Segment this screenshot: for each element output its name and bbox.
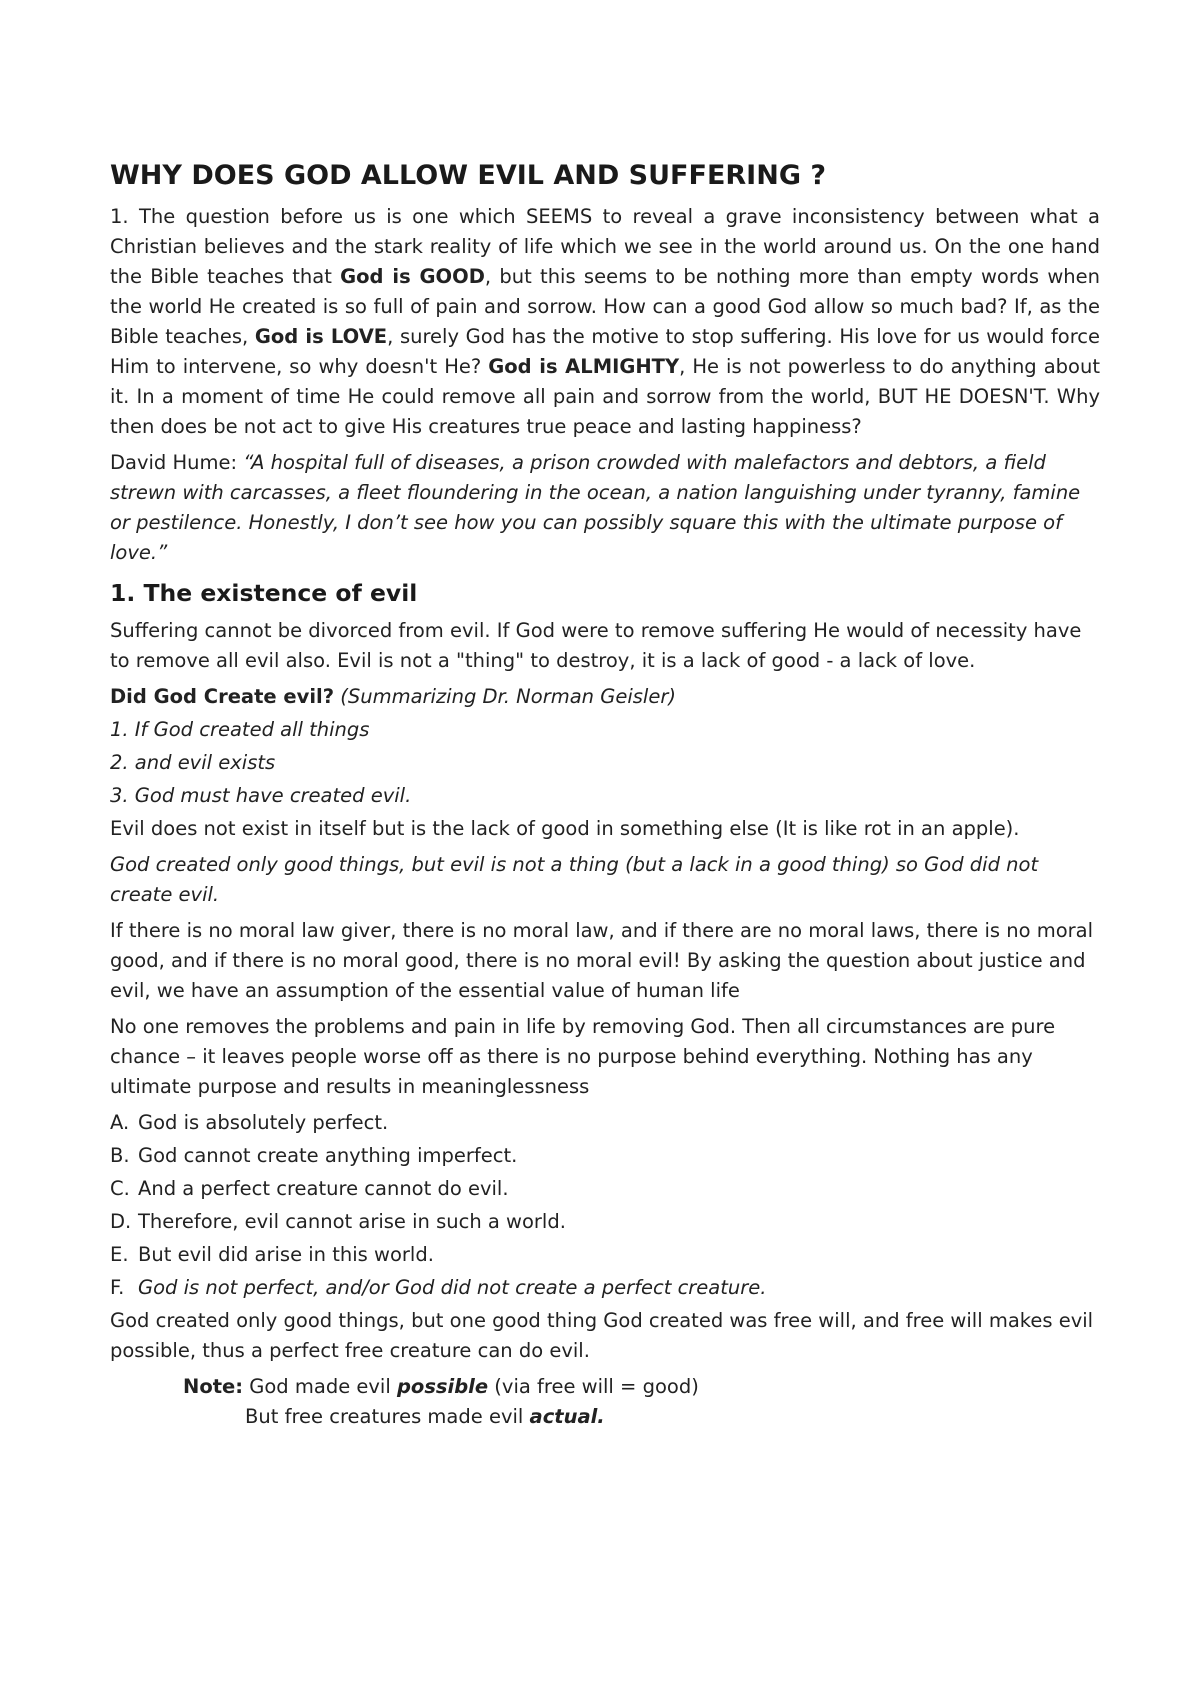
- argument-list: [110, 1108, 1100, 1303]
- hume-quote: “A hospital full of diseases, a prison crowded with malefactors and debtors, a field strewn with carcasses, a fleet floundering in the ocean, a nation languishing under tyranny, famine or pestilence. Honestly, I don’t see how you can possibly square this with the ultimate purpose of love.”: [110, 451, 1081, 564]
- argument-letter: D.: [110, 1210, 132, 1233]
- note-actual: actual.: [529, 1405, 605, 1428]
- intro-paragraph: [110, 202, 1100, 442]
- argument-letter: C.: [110, 1177, 130, 1200]
- geisler-source: (Summarizing Dr. Norman Geisler): [334, 685, 676, 708]
- argument-item: [110, 1174, 1100, 1204]
- note-possible: possible: [396, 1375, 489, 1398]
- note-line-2: [183, 1402, 1100, 1432]
- argument-text: And a perfect creature cannot do evil.: [138, 1177, 509, 1200]
- note-line-1: [183, 1372, 1100, 1402]
- syllogism-item: 2. and evil exists: [110, 751, 276, 774]
- note-text-2a: But free creatures made evil: [245, 1405, 530, 1428]
- hume-quote-paragraph: [110, 448, 1100, 568]
- argument-item: [110, 1240, 1100, 1270]
- argument-letter: B.: [110, 1144, 130, 1167]
- intro-bold-love: God is LOVE: [254, 325, 388, 348]
- geisler-question: Did God Create evil?: [110, 685, 335, 708]
- intro-text-2: , but this seems to be nothing more than empty words when the world He created is so full of pain and sorrow. How can a good God allow so much bad? If, as the Bible teaches,: [110, 265, 1101, 348]
- argument-text: But evil did arise in this world.: [138, 1243, 434, 1266]
- note-block: [183, 1372, 1100, 1432]
- note-text-1c: (via free will = good): [488, 1375, 699, 1398]
- argument-item: [110, 1207, 1100, 1237]
- note-label: Note:: [183, 1375, 244, 1398]
- argument-text: God cannot create anything imperfect.: [138, 1144, 518, 1167]
- syllogism-list: [110, 715, 1100, 811]
- argument-item: [110, 1273, 1100, 1303]
- geisler-heading: [110, 682, 1100, 712]
- argument-letter: A.: [110, 1111, 130, 1134]
- intro-bold-almighty: God is ALMIGHTY: [488, 355, 680, 378]
- rot-paragraph: Evil does not exist in itself but is the lack of good in something else (It is like rot in an apple).: [110, 817, 1020, 840]
- moral-law-paragraph: If there is no moral law giver, there is no moral law, and if there are no moral laws, there is no moral good, and if there is no moral good, there is no moral evil! By asking the question about justice and evil, we have an assumption of the essential value of human life: [110, 919, 1094, 1002]
- argument-text: God is not perfect, and/or God did not create a perfect creature.: [138, 1276, 767, 1299]
- argument-letter: E.: [110, 1243, 129, 1266]
- section-heading: 1. The existence of evil: [110, 579, 418, 607]
- intro-text-4: , He is not powerless to do anything about it. In a moment of time He could remove all pain and sorrow from the world, BUT HE DOESN'T. Why then does be not act to give His creatures true peace and lasting happiness?: [110, 355, 1100, 438]
- syllogism-item: 3. God must have created evil.: [110, 784, 412, 807]
- removing-god-paragraph: No one removes the problems and pain in life by removing God. Then all circumstances are pure chance – it leaves people worse off as there is no purpose behind everything. Nothing has any ultimate purpose and results in meaninglessness: [110, 1015, 1056, 1098]
- argument-text: God is absolutely perfect.: [138, 1111, 389, 1134]
- suffering-paragraph: Suffering cannot be divorced from evil. If God were to remove suffering He would of necessity have to remove all evil also. Evil is not a "thing" to destroy, it is a lack of good - a lack of love.: [110, 619, 1082, 672]
- syllogism-item: 1. If God created all things: [110, 718, 370, 741]
- intro-text-3: , surely God has the motive to stop suffering. His love for us would force Him to intervene, so why doesn't He?: [110, 325, 1101, 378]
- argument-text: Therefore, evil cannot arise in such a world.: [138, 1210, 566, 1233]
- argument-letter: F.: [110, 1276, 125, 1299]
- good-things-paragraph: God created only good things, but evil is not a thing (but a lack in a good thing) so God did not create evil.: [110, 853, 1039, 906]
- note-text-1a: God made evil: [243, 1375, 397, 1398]
- document-page: [110, 156, 1100, 1432]
- page-title: WHY DOES GOD ALLOW EVIL AND SUFFERING ?: [110, 160, 827, 191]
- argument-item: [110, 1141, 1100, 1171]
- hume-name: David Hume:: [110, 451, 244, 474]
- intro-text-1: 1. The question before us is one which SEEMS to reveal a grave inconsistency between what a Christian believes and the stark reality of life which we see in the world around us. On the one hand the Bible teaches that: [110, 205, 1100, 288]
- intro-bold-good: God is GOOD: [340, 265, 485, 288]
- free-will-paragraph: God created only good things, but one good thing God created was free will, and free will makes evil possible, thus a perfect free creature can do evil.: [110, 1309, 1094, 1362]
- argument-item: [110, 1108, 1100, 1138]
